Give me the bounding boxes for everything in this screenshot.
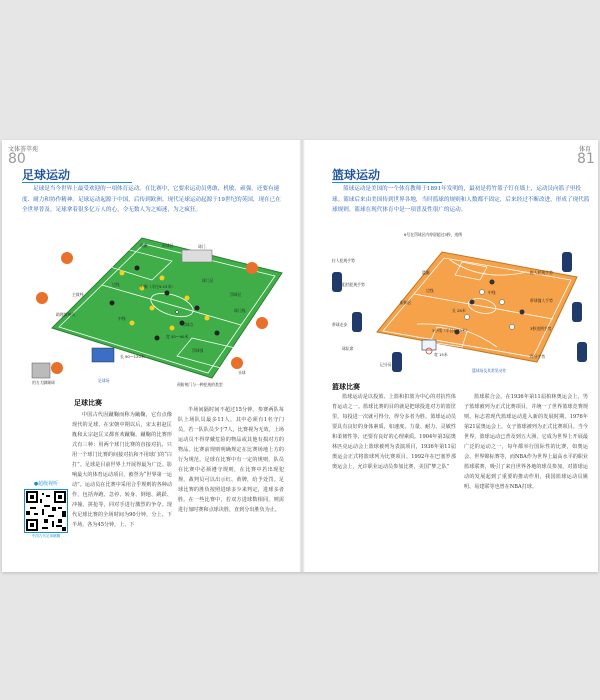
label-3sec-signal: 3秒违例手势 xyxy=(530,326,552,331)
label-center-circle: 中圈（半径9.15米） xyxy=(140,284,176,289)
left-intro: 足球是当今世界上最受欢迎的一项体育运动。在比赛中，它要求运动员勇敢、机敏、顽强，还要有速度、耐力和协作精神。足球运动起源于中国，后传到欧洲。现代足球运动起源于19世纪的英国，现在已在全世界普及。足球拿着很多亿万人的心，令无数人为之痴迷，为之疯狂。 xyxy=(22,186,281,213)
left-subheading: 足球比赛 xyxy=(74,399,102,407)
qr-caption: 中国古代足球蹴鞠 xyxy=(31,534,61,538)
label-scorer: 记分员 xyxy=(380,362,392,367)
label-field-caption: 足球场 xyxy=(98,378,110,383)
label-assistant-referee: 助理裁判员 xyxy=(56,312,75,317)
basketball-court-illustration xyxy=(322,232,597,382)
right-body-col2: 篮球联合会。在1936年第11届柏林奥运会上，男子篮球被列为正式比赛项目，并统一了世界篮球竞赛规则，标志着现代篮球运动进入新的发展时期。1976年第21届奥运会上，女子篮球被列为正式比赛项目。当今世界，篮球运动已普及到五大洲，它成为世界上开展最广泛的运动之一，每年都举行国际性的比赛，如奥运会、世界锦标赛等，而NBA作为世界上最高水平的职业篮球联赛，吸引了来自世界各地的球员参加，对篮球运动的发展起到了重要的推动作用，我国篮球运动员姚明、易建联等也曾在NBA打球。 xyxy=(464,394,588,490)
label-goal: 球门 xyxy=(198,244,206,249)
label-corner-area: 角球区 xyxy=(162,243,174,248)
left-header: 文体荟萃苑 xyxy=(8,146,39,153)
book-gutter xyxy=(299,140,305,572)
label-goal-line: 球门线 xyxy=(234,308,246,313)
label-touchline: 边线 xyxy=(112,282,120,287)
label-rim: 篮圈 xyxy=(422,270,430,275)
label-travel-signal: 带球走步 xyxy=(332,322,348,327)
label-center-line: 中线 xyxy=(488,290,496,295)
label-goal-area: 球门区 xyxy=(202,278,214,283)
left-page-number: 80 xyxy=(8,151,26,167)
left-title: 足球运动 xyxy=(22,168,71,182)
label-length: 长 90～120米 xyxy=(120,354,145,359)
label-three-point: 3分线（半径6.75米） xyxy=(432,328,470,333)
label-court-width: 宽 15米 xyxy=(434,352,448,357)
label-main-referee: 主裁判 xyxy=(72,292,84,297)
right-subheading: 篮球比赛 xyxy=(332,383,360,391)
label-throw-in: 用力大脚踢球 xyxy=(32,380,55,385)
left-body-col2: 半场间隔时间不超过15分钟。参赛两队每队上场队员最多11人，其中必须有1名守门员，若一队队员少于7人，比赛视为无效。上场运动员不得穿戴危险的物品或其他有损对方的物品。比赛前规则明确规定在比赛场地上方的行为规范。足球在比赛中有一定的规则，队员在比赛中必须遵守规则，在比赛中若出现犯规，裁判员可以出示红、黄牌，给予处罚。足球比赛的胜负按照进球多少来判定，进球多者胜。在一些比赛中，若双方进球数相同，则需进行加时赛和点球决胜，直到分出胜负为止。 xyxy=(178,407,284,513)
label-cross: 预防射门与一种犯规的类型 xyxy=(177,382,223,387)
right-title-rule xyxy=(332,182,442,183)
label-header-ball: 头球 xyxy=(238,370,246,375)
right-page-number: 81 xyxy=(577,151,595,167)
label-court-caption: 篮球场及其常见动作 xyxy=(472,368,507,373)
qr-title: ●超级视听 xyxy=(33,481,59,487)
label-ref-note: 6号在罚球区内停留超过3秒，违例 xyxy=(404,232,462,237)
right-title: 篮球运动 xyxy=(332,168,381,182)
right-intro: 篮球运动是美国的一个体育教师于1891年发明的，最初是将竹篮子钉在墙上，运动员向篮子里投球。篮球后来由美国传到世界各地，当时篮球的规则和人数都不固定，后来经过不断改进，形成了现代篮球规则。篮球在现代体育中是一项普及性很广的运动。 xyxy=(332,186,590,213)
qr-code-block[interactable] xyxy=(24,480,68,539)
label-corner-flag: 角旗 xyxy=(140,243,148,248)
label-halfway-line: 中线 xyxy=(118,316,126,321)
label-charge-signal: 带球撞人手势 xyxy=(530,298,553,303)
label-penalty-arc: 罚球弧 xyxy=(192,348,204,353)
label-court-length: 长 28米 xyxy=(452,308,466,313)
qr-icon xyxy=(26,491,66,531)
right-body-col1: 篮球运动是以投篮、上篮和扣篮为中心的对抗性体育运动之一。篮球比赛的目的就是把球投进对方的篮筐里，每投进一次就可得分，得分多者为胜。篮球运动员要具有良好的身体素质，如速度、力量、耐力、灵敏性和柔韧性等，还要有良好的心理素质。1904年第3届奥林匹克运动会上篮球被列为表演项目，1936年第11届奥运会正式将篮球列为比赛项目。1992年在巴塞罗那奥运会上，允许职业运动员参加比赛，美国“梦之队” xyxy=(332,394,456,470)
label-push-signal: 推人犯规手势 xyxy=(530,270,553,275)
soccer-field-illustration xyxy=(12,228,292,393)
right-header: 体育 xyxy=(579,146,592,153)
left-body-col1: 中国古代因蹴鞠而称为蹴鞠，它有点像现代的足球。在宋朝中期以后，宋太祖赵匡胤和太宗赵匡义都喜欢蹴鞠。蹴鞠的比赛形式有三种：用两个球门比赛的直接对抗、只用一个球门比赛的间接对抗和不用球门的“白打”。足球是目前世界上开展得最为广泛、影响最大的体育运动项目，被誉为“世界第一运动”。运动员在比赛中采用合乎规则的各种动作，包括奔跑、急停、转身、倒地、跳跃、冲撞、拼抢等，同对手进行激烈的争夺。现代足球比赛的全场时间为90分钟，分上、下半场，各为45分钟，上、下 xyxy=(72,412,172,528)
label-restricted-area: 限制区 xyxy=(400,300,412,305)
book-spread xyxy=(2,140,598,572)
left-title-rule xyxy=(22,182,132,183)
label-penalty-mark: 罚球点 xyxy=(182,322,194,327)
label-penalty-area: 罚球区 xyxy=(230,292,242,297)
label-team-bench: 球队席 xyxy=(342,346,354,351)
label-hold-signal: 拉人犯规手势 xyxy=(332,258,355,263)
label-width: 宽 45～90米 xyxy=(166,334,189,339)
label-block-signal: 阻挡犯规手势 xyxy=(342,282,365,287)
label-sideline: 边线 xyxy=(426,288,434,293)
qr-code[interactable] xyxy=(24,489,68,533)
label-score-signal: 得分手势 xyxy=(530,354,546,359)
